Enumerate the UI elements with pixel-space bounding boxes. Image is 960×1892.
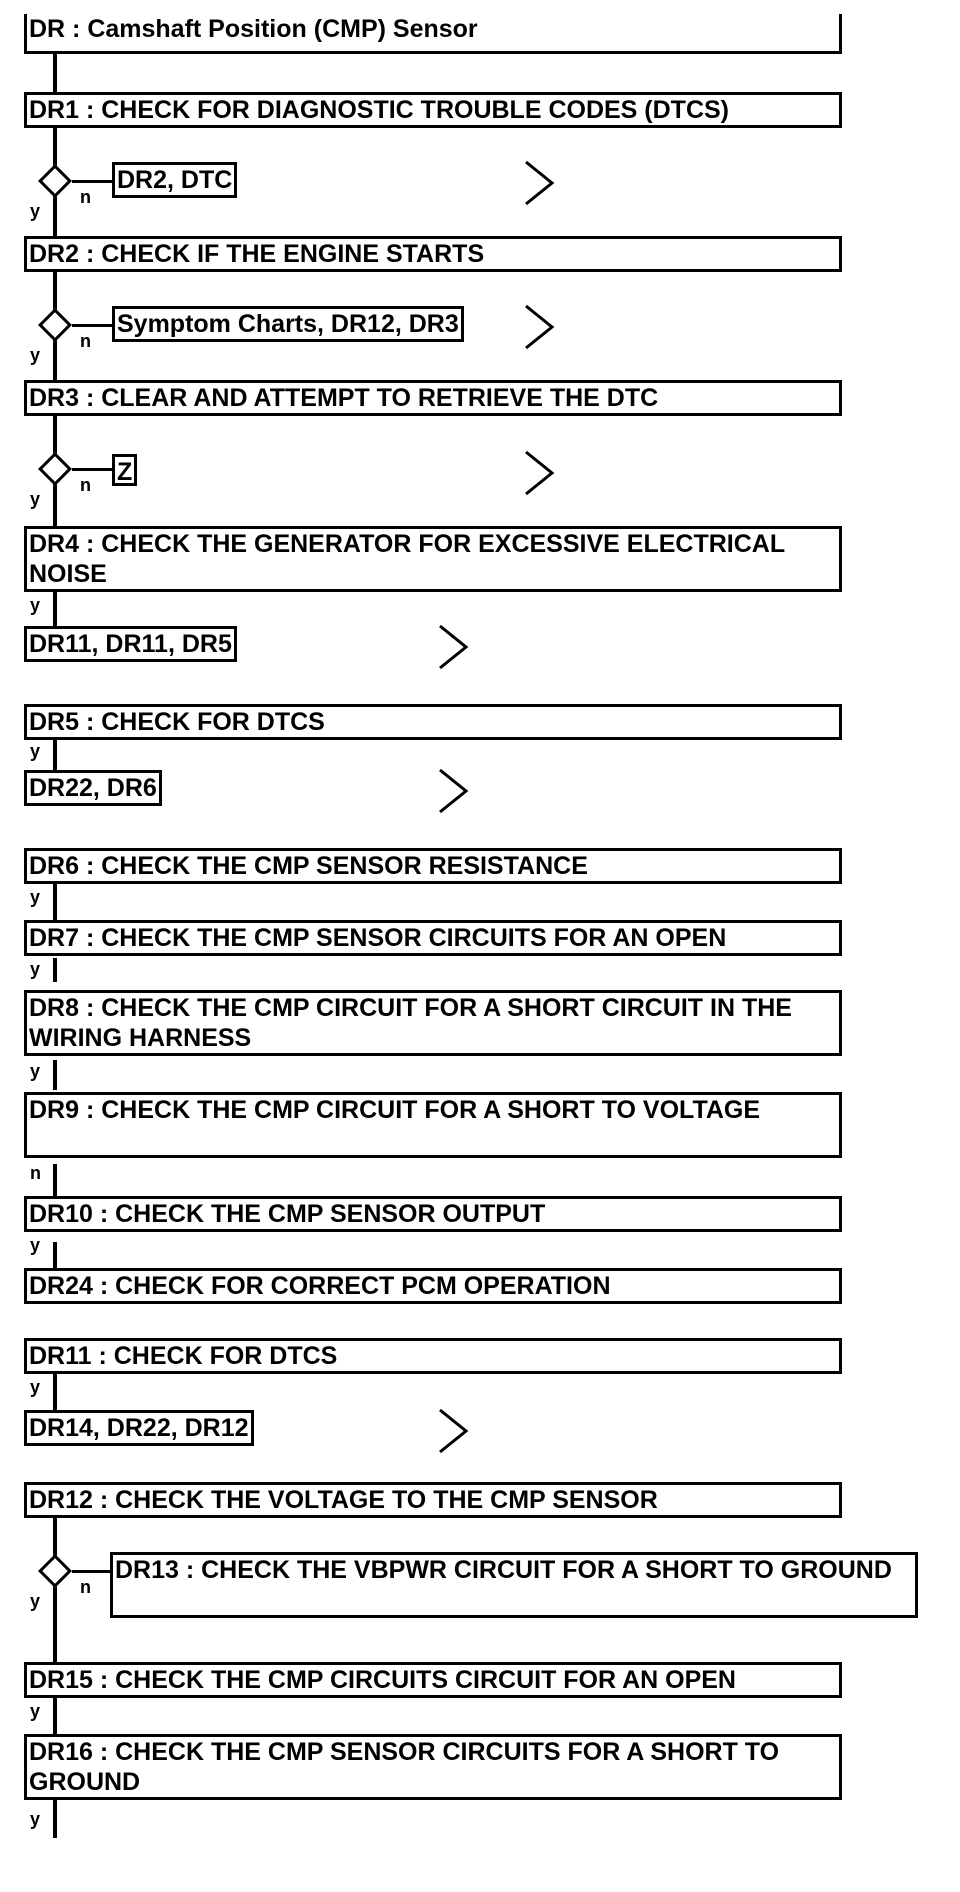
branch-connector — [72, 468, 114, 471]
step-dr1: DR1 : CHECK FOR DIAGNOSTIC TROUBLE CODES (DTCS) — [24, 92, 842, 128]
step-dr12: DR12 : CHECK THE VOLTAGE TO THE CMP SENSOR — [24, 1482, 842, 1518]
yes-label: y — [30, 741, 41, 761]
branch-dr2-dtc: DR2, DTC — [112, 162, 237, 198]
decision-diamond-icon — [38, 164, 72, 198]
step-dr6: DR6 : CHECK THE CMP SENSOR RESISTANCE — [24, 848, 842, 884]
yes-label: y — [30, 345, 41, 365]
chevron-right-icon — [524, 160, 556, 206]
yes-label: y — [30, 1591, 41, 1611]
branch-connector — [72, 324, 114, 327]
branch-connector — [72, 1570, 112, 1573]
decision-diamond-icon — [38, 1554, 72, 1588]
branch-dr22-dr6: DR22, DR6 — [24, 770, 162, 806]
flow-line — [53, 1800, 57, 1838]
branch-connector — [72, 180, 114, 183]
yes-label: y — [30, 489, 41, 509]
flow-line — [53, 958, 57, 982]
yes-label: y — [30, 1701, 41, 1721]
step-dr5: DR5 : CHECK FOR DTCS — [24, 704, 842, 740]
branch-symptom-charts: Symptom Charts, DR12, DR3 — [112, 306, 464, 342]
chevron-right-icon — [438, 768, 470, 814]
yes-label: y — [30, 1377, 41, 1397]
flow-line — [53, 1374, 57, 1414]
chevron-right-icon — [524, 304, 556, 350]
yes-label: y — [30, 201, 41, 221]
step-dr3: DR3 : CLEAR AND ATTEMPT TO RETRIEVE THE DTC — [24, 380, 842, 416]
step-dr15: DR15 : CHECK THE CMP CIRCUITS CIRCUIT FOR AN OPEN — [24, 1662, 842, 1698]
branch-dr11-dr5: DR11, DR11, DR5 — [24, 626, 237, 662]
decision-diamond-icon — [38, 452, 72, 486]
chevron-right-icon — [438, 1408, 470, 1454]
branch-z: Z — [112, 454, 137, 486]
branch-dr14-dr22-dr12: DR14, DR22, DR12 — [24, 1410, 254, 1446]
yes-label: y — [30, 959, 41, 979]
yes-label: y — [30, 1809, 41, 1829]
no-label: n — [80, 475, 91, 495]
step-dr24: DR24 : CHECK FOR CORRECT PCM OPERATION — [24, 1268, 842, 1304]
flow-line — [53, 1694, 57, 1738]
step-dr11: DR11 : CHECK FOR DTCS — [24, 1338, 842, 1374]
no-label: n — [80, 1577, 91, 1597]
no-label: n — [80, 187, 91, 207]
chevron-right-icon — [524, 450, 556, 496]
yes-label: y — [30, 595, 41, 615]
decision-diamond-icon — [38, 308, 72, 342]
yes-label: y — [30, 887, 41, 907]
step-dr9: DR9 : CHECK THE CMP CIRCUIT FOR A SHORT TO VOLTAGE — [24, 1092, 842, 1158]
step-dr16: DR16 : CHECK THE CMP SENSOR CIRCUITS FOR A SHORT TO GROUND — [24, 1734, 842, 1800]
chevron-right-icon — [438, 624, 470, 670]
step-dr7: DR7 : CHECK THE CMP SENSOR CIRCUITS FOR AN OPEN — [24, 920, 842, 956]
step-dr13: DR13 : CHECK THE VBPWR CIRCUIT FOR A SHORT TO GROUND — [110, 1552, 918, 1618]
no-label: n — [80, 331, 91, 351]
step-dr10: DR10 : CHECK THE CMP SENSOR OUTPUT — [24, 1196, 842, 1232]
flow-line — [53, 1518, 57, 1666]
no-label: n — [30, 1163, 41, 1183]
step-dr4: DR4 : CHECK THE GENERATOR FOR EXCESSIVE ELECTRICAL NOISE — [24, 526, 842, 592]
yes-label: y — [30, 1061, 41, 1081]
flow-line — [53, 1060, 57, 1090]
yes-label: y — [30, 1235, 41, 1255]
step-dr2: DR2 : CHECK IF THE ENGINE STARTS — [24, 236, 842, 272]
step-dr8: DR8 : CHECK THE CMP CIRCUIT FOR A SHORT CIRCUIT IN THE WIRING HARNESS — [24, 990, 842, 1056]
page-title: DR : Camshaft Position (CMP) Sensor — [24, 14, 842, 54]
